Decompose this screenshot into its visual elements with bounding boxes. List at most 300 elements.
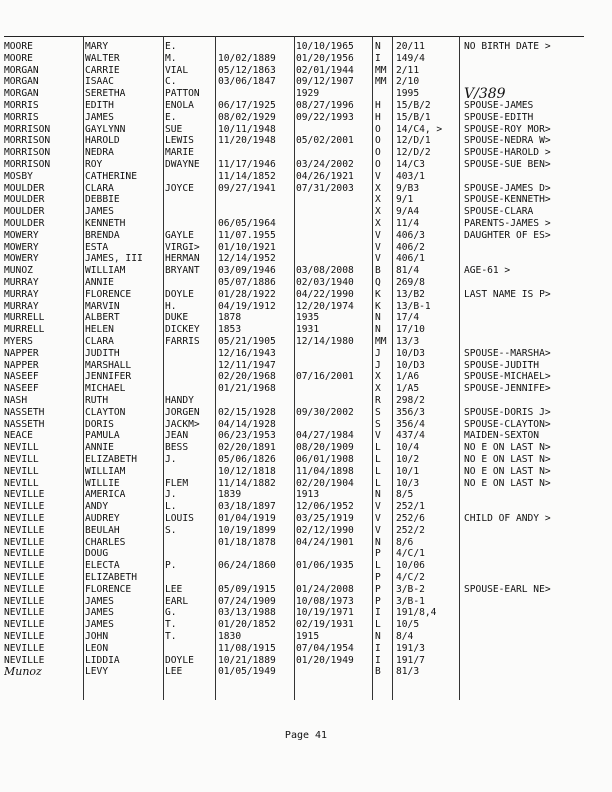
table-cell: DUKE — [165, 312, 189, 324]
table-cell: JENNIFER — [85, 371, 132, 383]
table-cell: MICHAEL — [85, 383, 126, 395]
table-cell: ANNIE — [85, 442, 114, 454]
table-cell: 356/3 — [396, 406, 425, 418]
table-cell: 437/4 — [396, 430, 425, 442]
table-cell: DORIS — [85, 418, 114, 430]
table-cell: 09/22/1993 — [296, 111, 354, 123]
table-cell: NEVILL — [4, 442, 39, 454]
table-cell: LIDDIA — [85, 654, 120, 666]
table-cell: WILLIE — [85, 477, 120, 489]
table-cell: MOULDER — [4, 194, 45, 206]
table-cell: CLARA — [85, 182, 114, 194]
table-cell: 03/13/1988 — [218, 607, 276, 619]
table-cell: 10/12/1818 — [218, 465, 276, 477]
table-cell: P — [375, 548, 381, 560]
table-cell: DOYLE — [165, 654, 194, 666]
table-cell: 4/C/2 — [396, 572, 425, 583]
table-cell: 10/D3 — [396, 359, 425, 371]
table-cell: V — [375, 241, 381, 253]
table-cell: L — [375, 442, 381, 454]
table-row — [0, 466, 600, 477]
table-cell: 11/04/1898 — [296, 465, 354, 477]
table-cell: 05/12/1863 — [218, 64, 276, 76]
table-cell: NEVILLE — [4, 513, 45, 524]
table-cell: JORGEN — [165, 406, 200, 418]
table-cell: MOSBY — [4, 170, 33, 182]
table-row — [0, 100, 600, 111]
table-cell: ELIZABETH — [85, 454, 137, 465]
table-cell: NO E ON LAST N> — [464, 442, 551, 454]
table-cell: MORRIS — [4, 100, 39, 111]
table-cell: 1913 — [296, 489, 320, 501]
table-cell: HERMAN — [165, 253, 200, 265]
table-row — [0, 513, 600, 524]
table-cell: 14/C3 — [396, 159, 425, 170]
table-cell: LEE — [165, 666, 183, 678]
table-cell: 2/11 — [396, 64, 420, 76]
table-cell: NAPPER — [4, 359, 39, 371]
table-cell: 10/06 — [396, 560, 425, 572]
table-cell: L — [375, 465, 381, 477]
table-cell: 07/16/2001 — [296, 371, 354, 383]
table-cell: NEVILLE — [4, 489, 45, 501]
table-cell: MOWERY — [4, 229, 39, 241]
table-cell: DICKEY — [165, 324, 200, 336]
table-cell: VIRGI> — [165, 241, 200, 253]
table-cell: 3/B-2 — [396, 583, 425, 595]
table-cell: 406/1 — [396, 253, 425, 265]
table-cell: 04/19/1912 — [218, 300, 276, 312]
table-cell: 1931 — [296, 324, 320, 336]
table-cell: 06/23/1953 — [218, 430, 276, 442]
table-cell: GAYLYNN — [85, 123, 126, 135]
table-row — [0, 230, 600, 241]
table-cell: 1929 — [296, 88, 320, 100]
table-cell: DWAYNE — [165, 159, 200, 170]
table-cell: B — [375, 265, 381, 277]
table-cell: L — [375, 477, 381, 489]
table-cell: SPOUSE-JAMES — [464, 100, 534, 111]
table-cell: NEVILLE — [4, 654, 45, 666]
table-cell: 12/06/1952 — [296, 501, 354, 513]
table-cell: 02/01/1944 — [296, 64, 354, 76]
table-cell: 06/05/1964 — [218, 218, 276, 229]
table-cell: H — [375, 100, 381, 111]
table-row — [0, 171, 600, 182]
table-cell: N — [375, 536, 381, 548]
table-cell: GAYLE — [165, 229, 194, 241]
table-cell: ELIZABETH — [85, 572, 137, 583]
table-cell: 12/16/1943 — [218, 347, 276, 359]
table-cell: 1915 — [296, 631, 320, 642]
table-cell: 09/30/2002 — [296, 406, 354, 418]
table-cell: 10/2 — [396, 454, 420, 465]
table-cell: J. — [165, 489, 177, 501]
table-cell: E. — [165, 41, 177, 52]
table-cell: FLEM — [165, 477, 189, 489]
table-row — [0, 442, 600, 453]
table-cell: DEBBIE — [85, 194, 120, 206]
table-cell: 1995 — [396, 88, 420, 100]
table-cell: 01/10/1921 — [218, 241, 276, 253]
table-cell: N — [375, 41, 381, 52]
table-cell: 02/12/1990 — [296, 524, 354, 536]
table-cell: 406/3 — [396, 229, 425, 241]
table-cell: 12/D/1 — [396, 135, 431, 147]
table-cell: X — [375, 218, 381, 229]
table-cell: NEACE — [4, 430, 33, 442]
table-cell: 11/14/1882 — [218, 477, 276, 489]
table-cell: 09/27/1941 — [218, 182, 276, 194]
table-row — [0, 548, 600, 559]
table-cell: NO E ON LAST N> — [464, 454, 551, 465]
table-cell: 01/20/1956 — [296, 52, 354, 64]
table-cell: LEWIS — [165, 135, 194, 147]
table-cell: MURRAY — [4, 288, 39, 300]
table-row — [0, 572, 600, 583]
table-cell: EDITH — [85, 100, 114, 111]
table-cell: AUDREY — [85, 513, 120, 524]
table-cell: I — [375, 642, 381, 654]
table-cell: X — [375, 182, 381, 194]
table-cell: 10/3 — [396, 477, 420, 489]
table-row — [0, 242, 600, 253]
table-cell: MAIDEN-SEXTON — [464, 430, 540, 442]
table-cell: JEAN — [165, 430, 189, 442]
table-cell: SPOUSE-EDITH — [464, 111, 534, 123]
table-cell: NEVILL — [4, 477, 39, 489]
table-row — [0, 183, 600, 194]
table-cell: 10/4 — [396, 442, 420, 454]
table-cell: BESS — [165, 442, 189, 454]
table-cell: SERETHA — [85, 88, 126, 100]
table-cell: 403/1 — [396, 170, 425, 182]
table-cell: NO E ON LAST N> — [464, 465, 551, 477]
table-cell: MORGAN — [4, 88, 39, 100]
table-cell: 03/25/1919 — [296, 513, 354, 524]
table-cell: 05/06/1826 — [218, 454, 276, 465]
table-cell: 03/06/1847 — [218, 76, 276, 88]
table-cell: MURRELL — [4, 324, 45, 336]
table-cell: NEVILLE — [4, 501, 45, 513]
table-cell: 02/20/1904 — [296, 477, 354, 489]
table-cell: MOWERY — [4, 241, 39, 253]
table-row — [0, 430, 600, 441]
table-cell: MARSHALL — [85, 359, 132, 371]
table-cell: H — [375, 111, 381, 123]
table-cell: 3/B-1 — [396, 595, 425, 607]
table-cell: X — [375, 371, 381, 383]
table-cell: ANNIE — [85, 277, 114, 288]
table-row — [0, 407, 600, 418]
table-cell: 191/3 — [396, 642, 425, 654]
table-cell: 15/B/2 — [396, 100, 431, 111]
table-cell: BRENDA — [85, 229, 120, 241]
table-cell: N — [375, 312, 381, 324]
table-cell: MARY — [85, 41, 109, 52]
table-row — [0, 147, 600, 158]
table-cell: 81/3 — [396, 666, 420, 678]
table-cell: LEVY — [85, 666, 109, 678]
table-cell: NO E ON LAST N> — [464, 477, 551, 489]
table-cell: 02/15/1928 — [218, 406, 276, 418]
table-cell: 01/05/1949 — [218, 666, 276, 678]
table-cell: 08/27/1996 — [296, 100, 354, 111]
table-row — [0, 560, 600, 571]
table-cell: ISAAC — [85, 76, 114, 88]
table-cell: LAST NAME IS P> — [464, 288, 551, 300]
table-cell: MOORE — [4, 41, 33, 52]
table-row — [0, 596, 600, 607]
table-cell: 12/D/2 — [396, 147, 431, 159]
table-cell: 1/A5 — [396, 383, 420, 395]
table-cell: LEON — [85, 642, 109, 654]
table-cell: X — [375, 194, 381, 206]
table-cell: 9/B3 — [396, 182, 420, 194]
table-cell: MUNOZ — [4, 265, 33, 277]
table-cell: MARVIN — [85, 300, 120, 312]
table-cell: 02/03/1940 — [296, 277, 354, 288]
table-cell: M. — [165, 52, 177, 64]
table-cell: 10/1 — [396, 465, 420, 477]
table-cell: T. — [165, 619, 177, 631]
table-cell: ALBERT — [85, 312, 120, 324]
table-cell: JAMES, III — [85, 253, 143, 265]
table-cell: 07/31/2003 — [296, 182, 354, 194]
table-cell: HAROLD — [85, 135, 120, 147]
table-cell: 03/18/1897 — [218, 501, 276, 513]
table-cell: SPOUSE-JUDITH — [464, 359, 540, 371]
table-row — [0, 218, 600, 229]
table-cell: 04/26/1921 — [296, 170, 354, 182]
table-row — [0, 53, 600, 64]
table-cell: 13/B2 — [396, 288, 425, 300]
table-cell: X — [375, 206, 381, 218]
table-cell: 1878 — [218, 312, 242, 324]
table-row — [0, 88, 600, 99]
table-cell: ENOLA — [165, 100, 194, 111]
table-cell: 9/1 — [396, 194, 414, 206]
table-cell: Munoz — [4, 666, 42, 678]
table-cell: V — [375, 170, 381, 182]
table-cell: SPOUSE-DORIS J> — [464, 406, 551, 418]
table-row — [0, 124, 600, 135]
table-cell: 11/4 — [396, 218, 420, 229]
table-cell: CHARLES — [85, 536, 126, 548]
table-cell: O — [375, 159, 381, 170]
table-cell: NEVILLE — [4, 619, 45, 631]
table-cell: 03/08/2008 — [296, 265, 354, 277]
table-cell: JAMES — [85, 619, 114, 631]
table-cell: P — [375, 583, 381, 595]
table-cell: 09/12/1907 — [296, 76, 354, 88]
table-cell: 02/20/1968 — [218, 371, 276, 383]
table-cell: NEVILLE — [4, 583, 45, 595]
table-cell: PAMULA — [85, 430, 120, 442]
table-cell: MURRAY — [4, 277, 39, 288]
table-cell: I — [375, 52, 381, 64]
table-cell: NEVILLE — [4, 631, 45, 642]
table-cell: V — [375, 501, 381, 513]
table-cell: 269/8 — [396, 277, 425, 288]
table-cell: 02/19/1931 — [296, 619, 354, 631]
table-row — [0, 265, 600, 276]
table-cell: MOULDER — [4, 218, 45, 229]
table-cell: K — [375, 300, 381, 312]
table-row — [0, 65, 600, 76]
table-row — [0, 655, 600, 666]
table-cell: SPOUSE-ROY MOR> — [464, 123, 551, 135]
table-cell: JOHN — [85, 631, 109, 642]
table-cell: 12/14/1952 — [218, 253, 276, 265]
table-cell: CLAYTON — [85, 406, 126, 418]
table-cell: MM — [375, 76, 387, 88]
table-cell: NEVILLE — [4, 607, 45, 619]
table-cell: 11/20/1948 — [218, 135, 276, 147]
table-row — [0, 619, 600, 630]
table-cell: WALTER — [85, 52, 120, 64]
table-cell: 02/20/1891 — [218, 442, 276, 454]
table-cell: O — [375, 123, 381, 135]
table-row — [0, 41, 600, 52]
table-cell: N — [375, 489, 381, 501]
table-row — [0, 194, 600, 205]
table-row — [0, 607, 600, 618]
table-cell: 4/C/1 — [396, 548, 425, 560]
table-cell: BEULAH — [85, 524, 120, 536]
table-cell: 17/10 — [396, 324, 425, 336]
table-cell: NEVILL — [4, 454, 39, 465]
table-cell: E. — [165, 111, 177, 123]
table-cell: WILLIAM — [85, 465, 126, 477]
table-cell: 10/02/1889 — [218, 52, 276, 64]
table-cell: 05/02/2001 — [296, 135, 354, 147]
table-cell: 04/27/1984 — [296, 430, 354, 442]
table-cell: SPOUSE-MICHAEL> — [464, 371, 551, 383]
table-cell: MOULDER — [4, 182, 45, 194]
table-cell: 03/09/1946 — [218, 265, 276, 277]
table-cell: AMERICA — [85, 489, 126, 501]
table-cell: SPOUSE--MARSHA> — [464, 347, 551, 359]
table-cell: 01/20/1852 — [218, 619, 276, 631]
table-cell: RUTH — [85, 395, 109, 406]
table-cell: 1830 — [218, 631, 242, 642]
table-cell: FLORENCE — [85, 288, 132, 300]
table-cell: NASEEF — [4, 383, 39, 395]
table-cell: L — [375, 560, 381, 572]
table-cell: Q — [375, 277, 381, 288]
table-cell: MOORE — [4, 52, 33, 64]
table-cell: JAMES — [85, 111, 114, 123]
table-cell: L — [375, 454, 381, 465]
table-cell: NASH — [4, 395, 28, 406]
table-cell: 14/C4, > — [396, 123, 443, 135]
table-cell: 05/21/1905 — [218, 336, 276, 347]
table-cell: NEDRA — [85, 147, 114, 159]
table-cell: NEVILLE — [4, 548, 45, 560]
table-cell: H. — [165, 300, 177, 312]
table-row — [0, 371, 600, 382]
table-cell: P — [375, 595, 381, 607]
table-cell: LEE — [165, 583, 183, 595]
table-cell: 13/3 — [396, 336, 420, 347]
table-cell: NEVILLE — [4, 524, 45, 536]
table-row — [0, 348, 600, 359]
table-cell: 08/02/1929 — [218, 111, 276, 123]
table-row — [0, 277, 600, 288]
table-row — [0, 336, 600, 347]
table-cell: JAMES — [85, 607, 114, 619]
table-cell: DOUG — [85, 548, 109, 560]
table-cell: 04/24/1901 — [296, 536, 354, 548]
table-cell: JAMES — [85, 206, 114, 218]
table-cell: 1/A6 — [396, 371, 420, 383]
table-cell: 05/07/1886 — [218, 277, 276, 288]
table-row — [0, 489, 600, 500]
table-cell: HANDY — [165, 395, 194, 406]
table-cell: MM — [375, 336, 387, 347]
page-number: Page 41 — [284, 730, 328, 741]
table-cell: X — [375, 383, 381, 395]
table-cell: SPOUSE-CLARA — [464, 206, 534, 218]
table-row — [0, 76, 600, 87]
table-cell: 20/11 — [396, 41, 425, 52]
table-row — [0, 525, 600, 536]
table-cell: 8/4 — [396, 631, 414, 642]
table-cell: C. — [165, 76, 177, 88]
table-row — [0, 631, 600, 642]
table-cell: MORRISON — [4, 123, 51, 135]
table-cell: CATHERINE — [85, 170, 137, 182]
table-cell: 9/A4 — [396, 206, 420, 218]
table-cell: SPOUSE-SUE BEN> — [464, 159, 551, 170]
handwritten-annotation: V/389 — [464, 86, 506, 102]
table-cell: 10/19/1899 — [218, 524, 276, 536]
table-cell: 10/11/1948 — [218, 123, 276, 135]
table-cell: EARL — [165, 595, 189, 607]
table-cell: NASSETH — [4, 418, 45, 430]
table-row — [0, 383, 600, 394]
table-cell: MORGAN — [4, 76, 39, 88]
table-cell: 1853 — [218, 324, 242, 336]
table-cell: 149/4 — [396, 52, 425, 64]
table-cell: ESTA — [85, 241, 109, 253]
table-cell: 252/1 — [396, 501, 425, 513]
table-cell: ROY — [85, 159, 103, 170]
table-cell: NEVILLE — [4, 595, 45, 607]
table-cell: MORRISON — [4, 159, 51, 170]
table-cell: N — [375, 631, 381, 642]
table-cell: MYERS — [4, 336, 33, 347]
table-cell: 11/17/1946 — [218, 159, 276, 170]
table-cell: MURRELL — [4, 312, 45, 324]
table-cell: FARRIS — [165, 336, 200, 347]
table-cell: SUE — [165, 123, 183, 135]
table-cell: 04/22/1990 — [296, 288, 354, 300]
table-cell: L. — [165, 501, 177, 513]
table-cell: 03/24/2002 — [296, 159, 354, 170]
table-cell: 10/D3 — [396, 347, 425, 359]
table-cell: K — [375, 288, 381, 300]
table-cell: 01/20/1949 — [296, 654, 354, 666]
table-cell: MARIE — [165, 147, 194, 159]
table-cell: VIAL — [165, 64, 189, 76]
table-row — [0, 324, 600, 335]
table-row — [0, 312, 600, 323]
table-cell: 406/2 — [396, 241, 425, 253]
table-cell: JOYCE — [165, 182, 194, 194]
table-cell: JAMES — [85, 595, 114, 607]
